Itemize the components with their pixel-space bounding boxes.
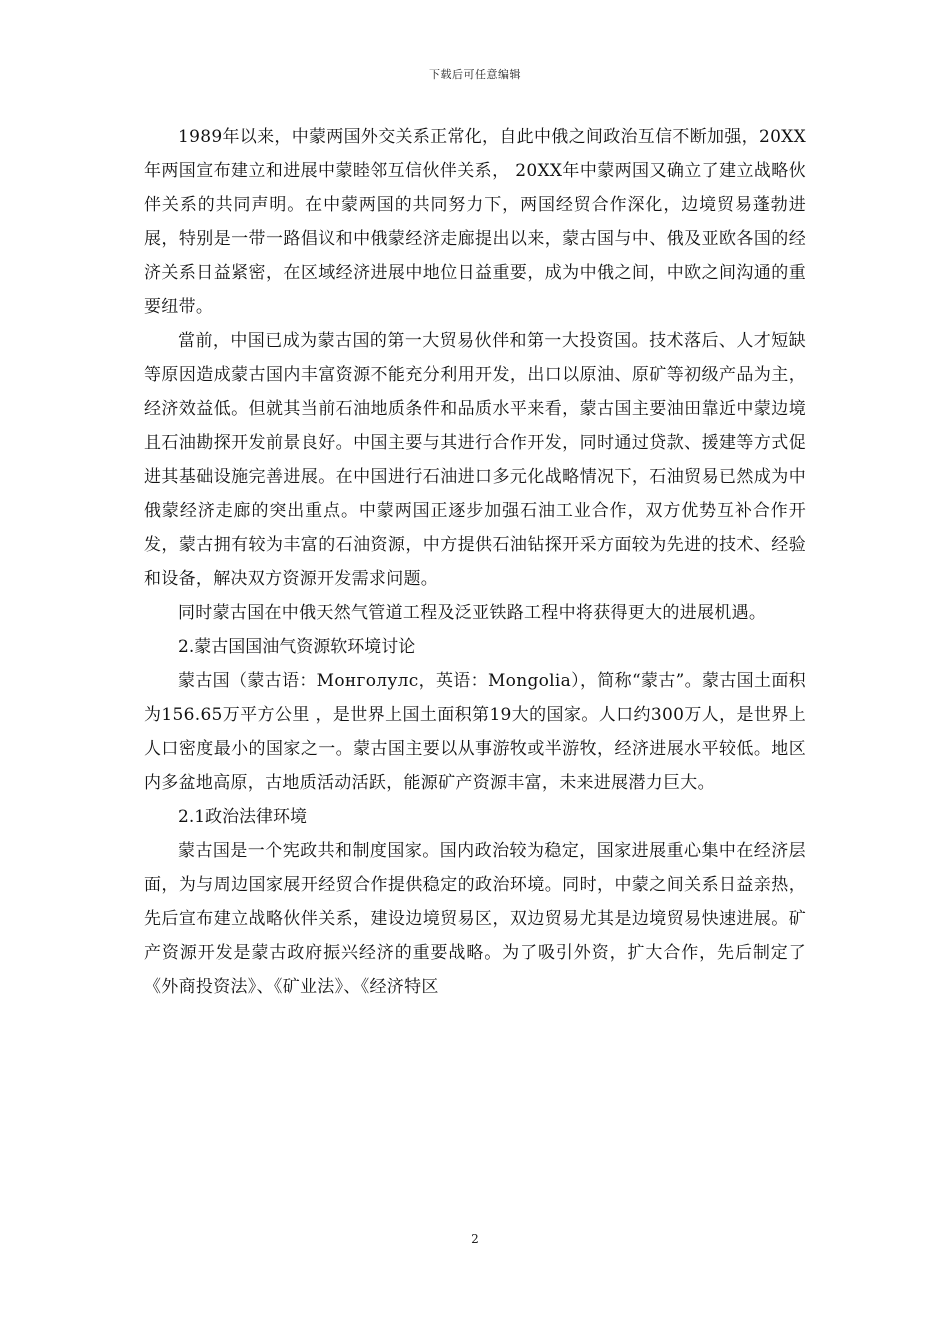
paragraph-diplomatic-relations: 1989年以来，中蒙两国外交关系正常化，自此中俄之间政治互信不断加强，20XX年两国宣布建立和进展中蒙睦邻互信伙伴关系， 20XX年中蒙两国又确立了建立战略伙伴关系的共同声明。在中蒙两国的共同努力下，两国经贸合作深化，边境贸易蓬勃进展，特别是一带一路倡议和中俄蒙经济走廊提出以来，蒙古国与中、俄及亚欧各国的经济关系日益紧密，在区域经济进展中地位日益重要，成为中俄之间，中欧之间沟通的重要纽带。 xyxy=(144,127,806,317)
section-heading-soft-environment: 2.蒙古国国油气资源软环境讨论 xyxy=(178,637,416,657)
paragraph-pipeline-opportunity: 同时蒙古国在中俄天然气管道工程及泛亚铁路工程中将获得更大的进展机遇。 xyxy=(178,603,767,623)
paragraph-trade-partner: 當前，中国已成为蒙古国的第一大贸易伙伴和第一大投资国。技术落后、人才短缺等原因造成蒙古国内丰富资源不能充分利用开发，出口以原油、原矿等初级产品为主，经济效益低。但就其当前石油地质条件和品质水平来看，蒙古国主要油田靠近中蒙边境且石油勘探开发前景良好。中国主要与其进行合作开发，同时通过贷款、援建等方式促进其基础设施完善进展。在中国进行石油进口多元化战略情况下，石油贸易已然成为中俄蒙经济走廊的突出重点。中蒙两国正逐步加强石油工业合作，双方优势互补合作开发，蒙古拥有较为丰富的石油资源，中方提供石油钻探开采方面较为先进的技术、经验和设备，解决双方资源开发需求问题。 xyxy=(144,331,806,589)
paragraph-political-system: 蒙古国是一个宪政共和制度国家。国内政治较为稳定，国家进展重心集中在经济层面，为与周边国家展开经贸合作提供稳定的政治环境。同时，中蒙之间关系日益亲热，先后宣布建立战略伙伴关系，建设边境贸易区，双边贸易尤其是边境贸易快速进展。矿产资源开发是蒙古政府振兴经济的重要战略。为了吸引外资，扩大合作，先后制定了《外商投资法》、《矿业法》、《经济特区 xyxy=(144,841,806,997)
document-body xyxy=(144,120,806,1004)
section-heading-political-legal: 2.1政治法律环境 xyxy=(178,807,308,827)
paragraph-mongolia-overview: 蒙古国（蒙古语：Монголулс，英语：Mongolia），简称“蒙古”。蒙古国土面积为156.65万平方公里 ，是世界上国土面积第19大的国家。人口约300万人，是世界上人口密度最小的国家之一。蒙古国主要以从事游牧或半游牧，经济进展水平较低。地区内多盆地高原，古地质活动活跃，能源矿产资源丰富，未来进展潜力巨大。 xyxy=(144,671,806,793)
page-header: 下载后可任意编辑 xyxy=(429,68,521,81)
page-number: 2 xyxy=(471,1232,479,1246)
